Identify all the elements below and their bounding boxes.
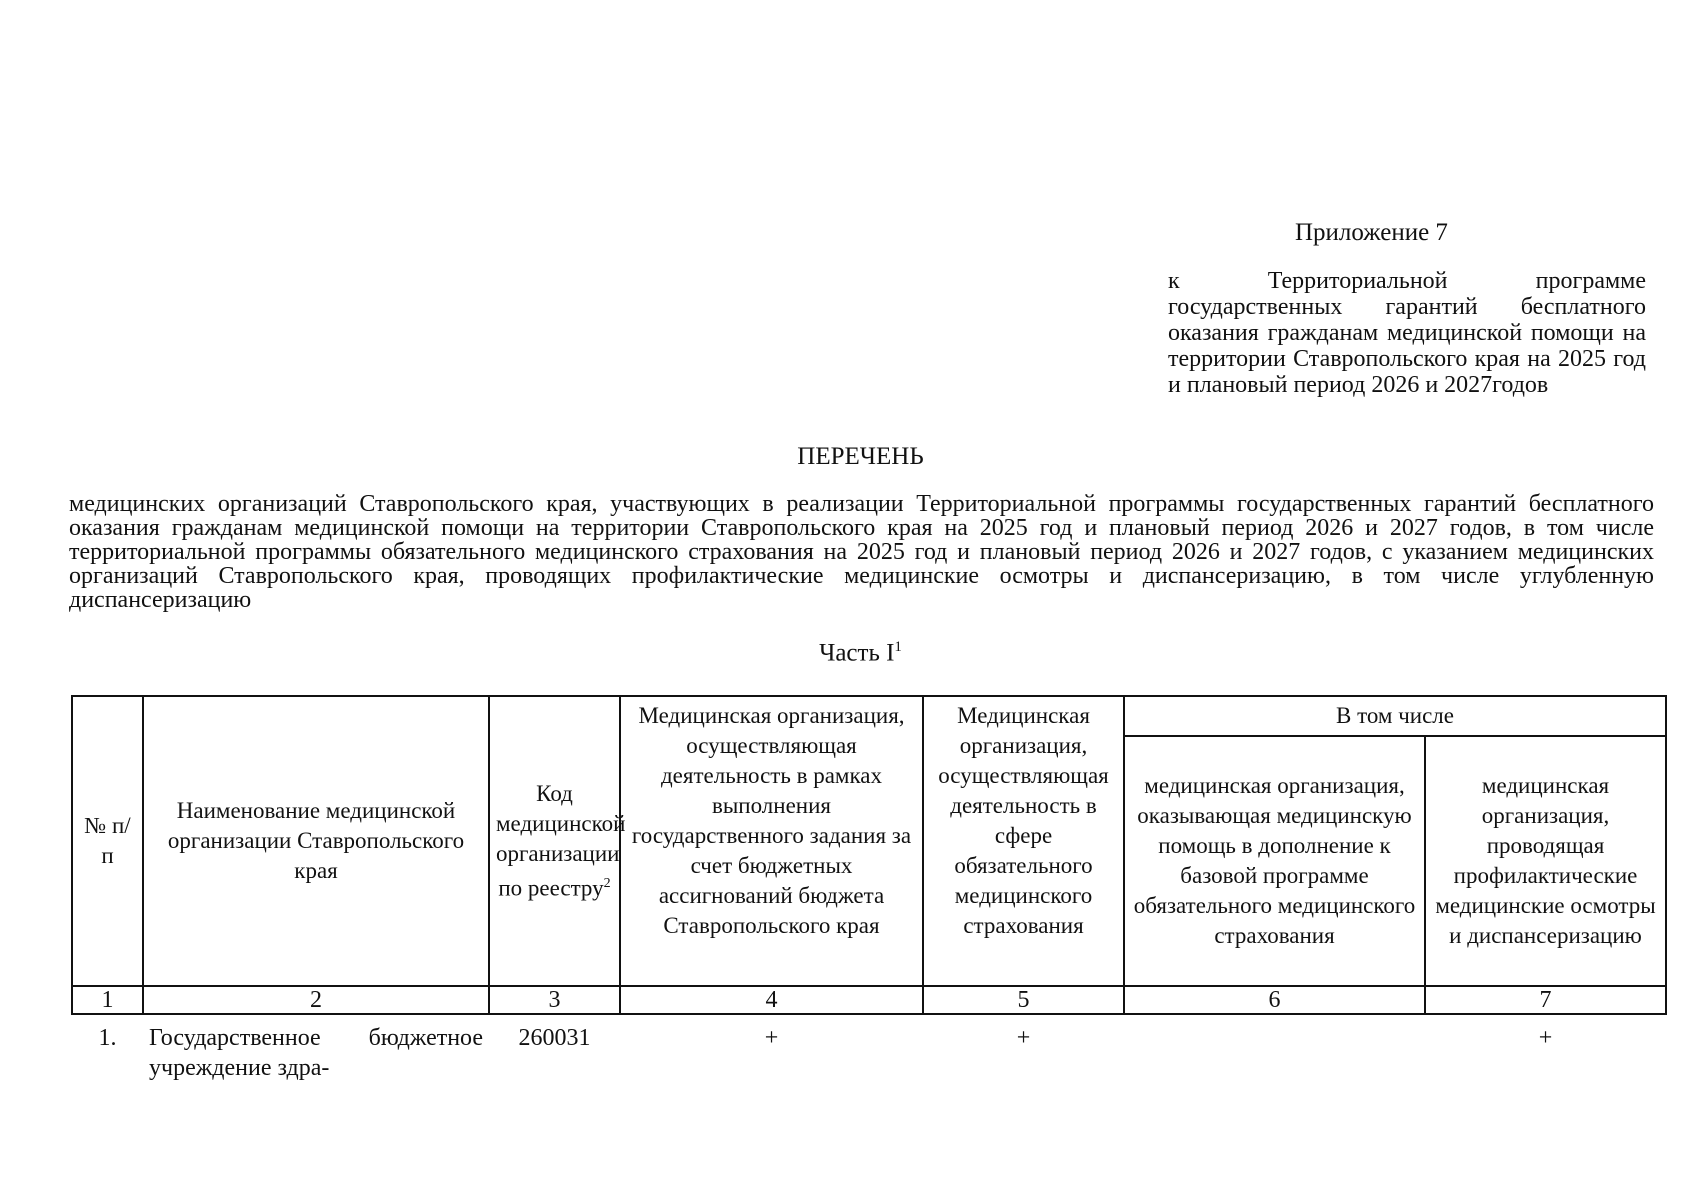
organizations-table [71,695,1667,1087]
appendix-title: Приложение 7 [1295,219,1448,246]
document-description: медицинских организаций Ставропольского края, участвующих в реализации Территориальной программы государственных гарантий бесплатного оказания гражданам медицинской помощи на территории Ставропольского края на 2025 год и плановый период 2026 и 2027 годов, в том числе территориальной программы обязательного медицинского страхования на 2025 год и плановый период 2026 и 2027 годов, с указанием медицинских организаций Ставропольского края, проводящих профилактические медицинские осмотры и диспансеризацию, в том числе углубленную диспансеризацию [69,491,1654,613]
column-numbers-row [72,986,1666,1014]
row-oms-mark: + [1016,1025,1031,1051]
column-number: 5 [923,986,1124,1014]
column-number: 2 [143,986,489,1014]
header-number: № п/п [72,696,143,986]
row-state-assignment-mark: + [764,1025,779,1051]
column-number: 4 [620,986,923,1014]
column-number: 1 [72,986,143,1014]
part-title [0,632,1697,668]
part-footnote-mark: 1 [894,639,902,655]
row-preventive-exams-mark: + [1538,1025,1553,1051]
header-oms: Медицинская организация, осуществляющая деятельность в сфере обязательного медицинского страхования [923,696,1124,986]
header-org-name: Наименование медицинской организации Ставропольского края [143,696,489,986]
column-number: 7 [1425,986,1666,1014]
column-number: 3 [489,986,620,1014]
part-title-text: Часть I [819,639,895,667]
header-registry-code [489,696,626,986]
header-registry-code-text: Код медицинской организации по реестру [496,780,626,901]
header-registry-footnote: 2 [603,875,611,891]
row-additional-care-mark [1124,1014,1425,1087]
document-heading: ПЕРЕЧЕНЬ [797,443,924,470]
header-including-group: В том числе [1124,696,1666,736]
table-row [72,1014,1666,1087]
appendix-subtitle: к Территориальной программе государственных гарантий бесплатного оказания гражданам медицинской помощи на территории Ставропольского края на 2025 год и плановый период 2026 и 2027годов [1168,268,1646,398]
header-state-assignment: Медицинская организация, осуществляющая деятельность в рамках выполнения государственного задания за счет бюджетных ассигнований бюджета Ставропольского края [620,696,923,986]
row-org-name: Государственное бюджетное учреждение здра- [149,1025,483,1081]
header-additional-care: медицинская организация, оказывающая медицинскую помощь в дополнение к базовой программе обязательного медицинского страхования [1124,736,1425,986]
header-preventive-exams: медицинская организация, проводящая профилактические медицинские осмотры и диспансеризацию [1425,736,1666,986]
row-registry-code: 260031 [518,1025,591,1051]
row-number: 1. [98,1025,117,1051]
column-number: 6 [1124,986,1425,1014]
